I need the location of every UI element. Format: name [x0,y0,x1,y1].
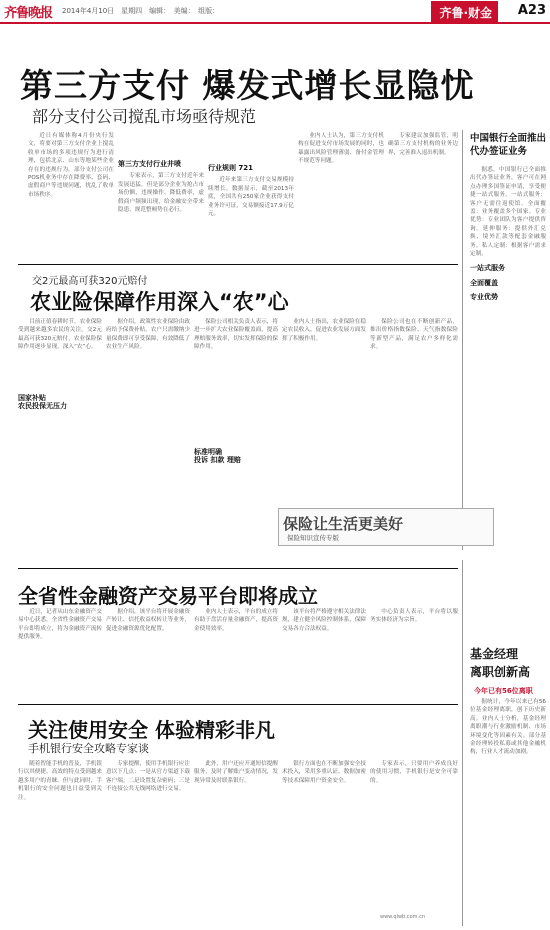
story1-subheadline: 部分支付公司搅乱市场亟待规范 [32,107,257,126]
story3-column-3: 业内人士表示，平台的成立将有助于盘活存量金融资产，提高资金使用效率。 [194,609,278,632]
story2-column-5: 保险公司也在不断创新产品，推出价格指数保险、天气指数保险等新型产品，满足农户多样化需求。 [370,319,458,351]
page-number: A23 [517,3,546,18]
story2-subhead-b: 农民投保无压力 [18,402,67,411]
ad-title: 保险让生活更美好 [283,515,404,533]
story1-headline: 第三方支付 爆发式增长显隐忧 [20,66,475,105]
story2-column-1: 目前正值春耕时节，农业保险受到越来越多农民的关注。交2元最高可获320元赔付，农业保险保障作用逐步显现，深入“农”心。 国家补贴 农民投保无压力 [18,319,102,411]
sidebar-divider-lower [462,560,463,926]
story1-column-4: 业内人士认为，第三方支付机构在促进支付市场发展的同时，也暴露出风险管理薄弱、备付金管理不规范等问题。 [298,133,384,165]
story4-headline: 关注使用安全 体验精彩非凡 [28,718,275,742]
side2-kicker: 基金经理 [470,647,519,661]
story3-column-5: 中心负责人表示，平台将以服务实体经济为宗旨。 [370,609,458,624]
story4-subheadline: 手机银行安全攻略专家谈 [28,742,149,755]
side1-headline: 中国银行全面推出代办签证业务 [470,133,547,157]
story1-subhead-a: 第三方支付行业井喷 [118,160,181,168]
side1-subhead-a: 一站式服务 [470,264,505,273]
story2-headline: 农业险保障作用深入“农”心 [30,290,289,314]
story2-subhead-a: 国家补贴 [18,393,46,402]
sidebar-divider [462,130,463,550]
story3-column-1: 近日，记者从山东金融资产交易中心获悉，全省性金融资产交易平台即将成立，将为金融资产流转提供服务。 [18,609,102,641]
section-divider-3 [18,704,458,705]
story1-column-2: 第三方支付行业井喷 专家表示，第三方支付近年来发展迅猛，但是部分企业为抢占市场份额，违规操作、降低费率，虚假商户频频出现，给金融安全带来隐患，规范整顿势在必行。 [118,160,204,214]
story4-credit: www.qlwb.com.cn [380,914,425,920]
side2-body: 据统计，今年以来已有56位基金经理离职，创下历史新高。业内人士分析，基金经理离职潮与行业激励机制、市场环境变化等因素有关。部分基金经理转投私募或其他金融机构，行业人才流动加剧。 [470,699,546,756]
ad-subtitle: 保险知识宣传专版 [287,534,339,542]
story1-column-3: 行业规则 721 近年来第三方支付交易规模持续增长。数据显示，截至2013年底，全国共有250家企业获得支付业务许可证，交易额接近17.9万亿元。 [208,164,294,218]
story2-subhead-c: 标准明确 [194,447,222,456]
story3-column-4: 该平台将严格遵守相关法律法规，建立健全风险控制体系，保障交易各方合法权益。 [282,609,366,632]
story4-column-3: 此外，用户还应开通短信提醒服务，及时了解账户变动情况，发现异常及时联系银行。 [194,761,278,784]
side1-subhead-c: 专业优势 [470,293,498,302]
story2-column-2: 据介绍，政策性农业保险由政府给予保费补贴，农户只需缴纳少量保费即可享受保障，有效降低了农业生产风险。 [106,319,190,351]
newspaper-logo: 齐鲁晚报 [4,6,53,21]
story4-column-2: 专家提醒，使用手机银行应注意以下几点：一是从官方渠道下载客户端；二是设置复杂密码；三是不连接公共无线网络进行交易。 [106,761,190,793]
insurance-ad-banner [278,508,494,546]
section-divider-1 [18,264,458,265]
story2-kicker: 交2元最高可获320元赔付 [32,276,148,287]
story2-column-4: 业内人士指出，农业保险在稳定农民收入、促进农业发展方面发挥了积极作用。 [282,319,366,342]
story3-headline: 全省性金融资产交易平台即将成立 [18,584,318,608]
dateline: 2014年4月10日 星期四 编辑： 美编： 组版： [62,7,220,15]
side2-headline: 离职创新高 [470,665,531,679]
story1-subhead-b: 行业规则 721 [208,164,254,172]
story2-subhead-d: 投诉 扣款 理赔 [194,456,241,465]
side1-subhead-b: 全面覆盖 [470,278,498,287]
story1-column-5: 专家建议加强监管，明确第三方支付机构的业务边界，完善准入退出机制。 [388,133,458,156]
story2-column-3: 保险公司相关负责人表示，将进一步扩大农业保险覆盖面，提高理赔服务效率，切实发挥保险的保障作用。 标准明确 投诉 扣款 理赔 [194,319,278,465]
masthead [0,0,550,24]
section-label: 齐鲁·财金 [431,1,498,23]
story1-column-1: 近日有媒体称4月份央行发文，将要对第三方支付企业上搅乱收单市场的多项违规行为进行清理，包括北京、山东等地某些企业存在的违规行为。部分支付公司在POS机业务中存在降费率、套码、虚假商户等违规问题，扰乱了收单市场秩序。 [28,133,114,198]
story4-column-5: 专家表示，只要用户养成良好的使用习惯，手机银行是安全可靠的。 [370,761,458,784]
story4-column-4: 银行方面也在不断加强安全技术投入，采用多重认证、数据加密等技术保障用户资金安全。 [282,761,366,784]
side2-subheadline: 今年已有56位离职 [474,687,533,695]
side1-body: 据悉，中国银行已全面推出代办签证业务，客户可在网点办理多国签证申请，享受便捷一站式服务。一站式服务：客户无需往返使馆。全面覆盖：业务覆盖多个国家。专业优势：专业团队为客户提供咨询。延伸服务：提供外汇兑换、境外汇款等配套金融服务。私人定制：根据客户需求定制。 一站式服务 全面覆盖 专业优势 [470,167,546,302]
story4-column-1: 随着智能手机的普及，手机银行以其便捷、高效的特点受到越来越多用户的青睐。但与此同时，手机银行的安全问题也日益受到关注。 [18,761,102,801]
section-divider-2 [18,568,458,569]
story3-column-2: 据介绍，该平台将开展金融资产转让、信托收益权转让等业务，促进金融资源优化配置。 [106,609,190,632]
